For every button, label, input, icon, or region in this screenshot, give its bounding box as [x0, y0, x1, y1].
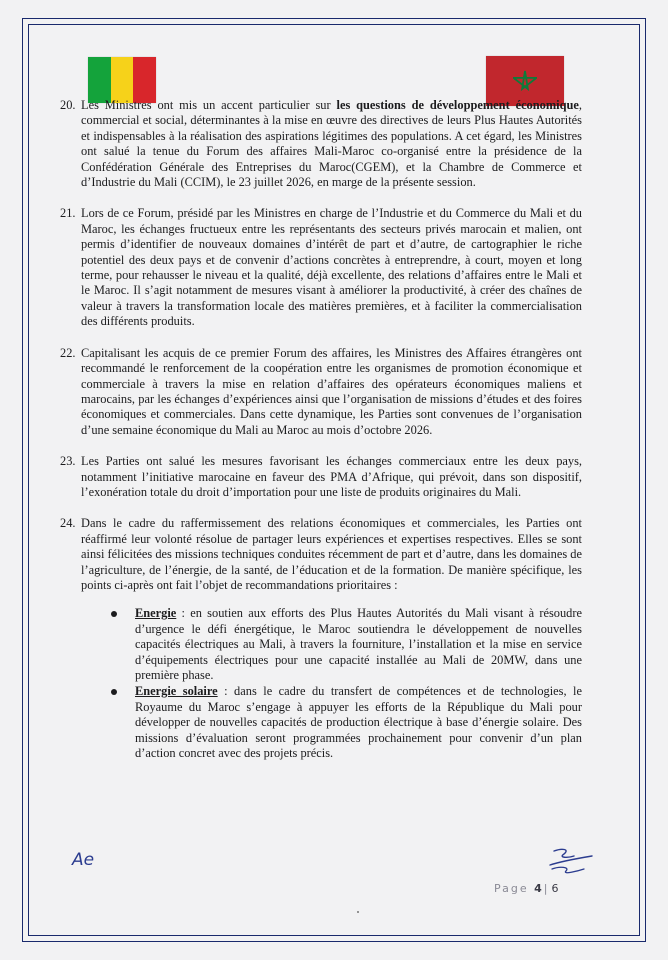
list-item-text: : en soutien aux efforts des Plus Hautes Autorités du Mali visant à résoudre d’urgence le défi énergétique, le Maroc soutiendra le développement de nouvelles capacités électriques au Mali, à travers la fourniture, l’installation et la mise en service d’équipements électriques pour une capacité installée au Mali de 20MW, dans une première phase. [135, 606, 582, 682]
mali-flag [88, 57, 156, 103]
list-item-energie [107, 606, 582, 683]
page-number [494, 882, 559, 895]
list-item-text: : dans le cadre du transfert de compétences et de technologies, le Royaume du Maroc s’engage à appuyer les efforts de la République du Mali pour développer de nouvelles capacités de production électrique à base d’énergie solaire. Des missions d’évaluation seront programmées prochainement pour convenir d’un plan d’action concret avec des projets précis. [135, 684, 582, 761]
paragraph-text: Lors de ce Forum, présidé par les Ministres en charge de l’Industrie et du Commerce du Mali et du Maroc, les échanges fructueux entre les représentants des secteurs privés marocain et malien, ont permis d’identifier de nouveaux domaines d’intérêt de part et d’autre, de cartographier le riche potentiel des deux pays et de convenir d’actions concrètes à entreprendre, à court, moyen et long terme, pour rehausser le niveau et la qualité, déjà excellente, des relations d’affaires entre le Mali et le Maroc. Il s’agit notamment de mesures visant à améliorer la productivité, à créer des chaînes de valeur à travers la transformation locale des matières premières, et à faciliter la commercialisation des différents produits. [81, 206, 582, 329]
signature-icon [540, 845, 600, 879]
paragraph-text-continued: , commercial et social, déterminantes à la mise en œuvre des directives de leurs Plus Hautes Autorités et indispensables à la réalisation des aspirations légitimes des populations. A cet égard, les Ministres ont salué la tenue du Forum des affaires Mali-Maroc co-organisé entre la présidence de la Confédération Générale des Entreprises du Maroc(CGEM), et la Chambre de Commerce et d’Industrie du Mali (CCIM), le 23 juillet 2026, en marge de la présente session. [81, 98, 582, 190]
paragraph-22 [60, 346, 582, 438]
morocco-star-icon [513, 69, 537, 93]
list-item-term: Energie solaire [135, 684, 218, 699]
bullet-icon [111, 689, 117, 695]
scan-speck [357, 911, 359, 913]
paragraph-text: Les Parties ont salué les mesures favorisant les échanges commerciaux entre les deux pays, notamment l’initiative marocaine en faveur des PMA d’Afrique, qui prévoit, dans son dispositif, l’exonération totale du droit d’importation pour une liste de produits originaires du Mali. [81, 454, 582, 499]
paragraph-number: 20. [60, 98, 76, 112]
list-item-energie-solaire [107, 684, 582, 761]
paragraph-number: 23. [60, 454, 76, 469]
paragraph-23 [60, 454, 582, 500]
paragraph-24 [60, 516, 582, 761]
paragraph-text: Les Ministres ont mis un accent particulier sur [81, 98, 337, 112]
total-pages-number: 6 [551, 882, 559, 895]
current-page-number: 4 [534, 882, 542, 895]
paragraph-20 [60, 98, 582, 190]
paragraph-number: 22. [60, 345, 76, 360]
paragraph-text: Dans le cadre du raffermissement des relations économiques et commerciales, les Parties ont réaffirmé leur volonté résolue de partager leurs expériences et expertises respectives. Elles se sont ainsi félicitées des missions techniques conduites récemment de part et d’autre, dans les domaines de l’agriculture, de l’énergie, de la santé, de l’éducation et de la formation. De manière spécifique, les points ci-après ont fait l’objet de recommandations prioritaires : [81, 516, 582, 592]
document-body [60, 98, 582, 761]
paragraph-21 [60, 206, 582, 329]
paragraph-emphasis: les questions de développement économique [336, 98, 579, 112]
handwritten-initials: Ae [72, 850, 95, 870]
bullet-icon [111, 611, 117, 617]
paragraph-text: Capitalisant les acquis de ce premier Forum des affaires, les Ministres des Affaires étrangères ont recommandé le renforcement de la coopération entre les organismes de promotion économique et commerciale à travers la mise en relation d’affaires des opérateurs économiques maliens et marocains, par les échanges d’expériences ainsi que l’organisation de missions d’études et des foires économiques et commerciales. Dans cette dynamique, les Parties sont convenues de l’organisation d’une semaine économique du Mali au Maroc au mois d’octobre 2026. [81, 345, 582, 437]
page-word: Page [494, 882, 529, 895]
paragraph-number: 24. [60, 516, 76, 531]
list-item-term: Energie [135, 606, 177, 621]
paragraph-number: 21. [60, 206, 76, 221]
page-separator: | [543, 882, 550, 895]
recommendations-list [107, 606, 582, 761]
